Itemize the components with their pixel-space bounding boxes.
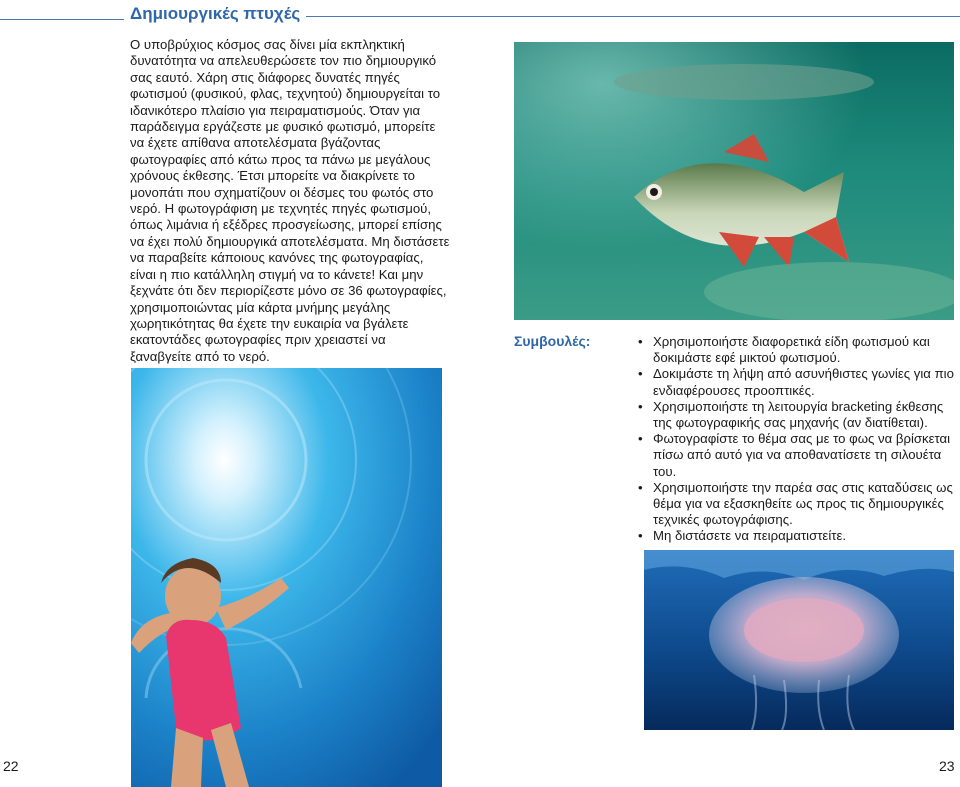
tip-item: [636, 528, 954, 544]
bullet-icon: •: [638, 528, 643, 544]
tip-item: [636, 399, 954, 431]
tip-text: Φωτογραφίστε το θέμα σας με το φως να βρίσκεται πίσω από αυτό για να αποθανατίσετε τη σιλουέτα του.: [653, 431, 951, 479]
header-rule-left: [0, 19, 124, 20]
fish-photo: [514, 42, 954, 320]
header-rule-right: [300, 16, 960, 17]
bullet-icon: •: [638, 431, 643, 447]
swimmer-photo: [131, 368, 442, 787]
tip-text: Χρησιμοποιήστε την παρέα σας στις καταδύσεις ως θέμα για να εξασκηθείτε ως προς τις δημιουργικές τεχνικές φωτογράφισης.: [653, 479, 953, 528]
body-paragraph: Ο υποβρύχιος κόσμος σας δίνει μία εκπληκτική δυνατότητα να απελευθερώσετε τον πιο δημιουργικό σας εαυτό. Χάρη στις διάφορες δυνατές πηγές φωτισμού (φυσικού, φλας, τεχνητού) δημιουργείται το ιδανικότερο πλαίσιο για πειραματισμούς. Όταν για παράδειγμα εργάζεστε με φυσικό φωτισμό, μπορείτε να έχετε απίθανα αποτελέσματα βγάζοντας φωτογραφίες από κάτω προς τα πάνω με μεγάλους χρόνους έκθεσης. Έτσι μπορείτε να διακρίνετε το μονοπάτι που σχηματίζουν οι δέσμες του φωτός στο νερό. Η φωτογράφιση με τεχνητές πηγές φωτισμού, όπως λιμάνια ή εξέδρες προσγείωσης, μπορεί επίσης να έχει πολύ δημιουργικά αποτελέσματα. Μη διστάσετε να παραβείτε κάποιους κανόνες της φωτογραφίας, είναι η πιο κατάλληλη στιγμή να το κάνετε! Και μην ξεχνάτε ότι δεν περιορίζεστε μόνο σε 36 φωτογραφίες, χρησιμοποιώντας μία κάρτα μνήμης μεγάλης χωρητικότητας θα έχετε την ευκαιρία να βγάλετε εκατοντάδες φωτογραφίες πριν χρειαστεί να ξαναβγείτε από το νερό.: [130, 37, 450, 364]
tip-text: Μη διστάσετε να πειραματιστείτε.: [653, 528, 846, 544]
bullet-icon: •: [638, 479, 643, 495]
tips-label: Συμβουλές:: [514, 333, 591, 349]
tip-item: [636, 366, 954, 398]
tip-text: Δοκιμάστε τη λήψη από ασυνήθιστες γωνίες για πιο ενδιαφέρουσες προοπτικές.: [653, 366, 954, 398]
jellyfish-photo: [644, 550, 954, 730]
bullet-icon: •: [638, 366, 643, 382]
tip-item: [636, 480, 954, 529]
tip-item: [636, 334, 954, 366]
section-title: Δημιουργικές πτυχές: [130, 4, 306, 24]
page-number-right: 23: [939, 758, 955, 774]
tip-text: Χρησιμοποιήστε τη λειτουργία bracketing έκθεσης της φωτογραφικής σας μηχανής (αν διατίθεται).: [653, 398, 944, 431]
tip-item: [636, 431, 954, 480]
bullet-icon: •: [638, 334, 643, 349]
bullet-icon: •: [638, 398, 643, 414]
page-number-left: 22: [3, 758, 19, 774]
tip-text: Χρησιμοποιήστε διαφορετικά είδη φωτισμού και δοκιμάστε εφέ μικτού φωτισμού.: [653, 334, 930, 366]
tips-list: [636, 334, 954, 545]
